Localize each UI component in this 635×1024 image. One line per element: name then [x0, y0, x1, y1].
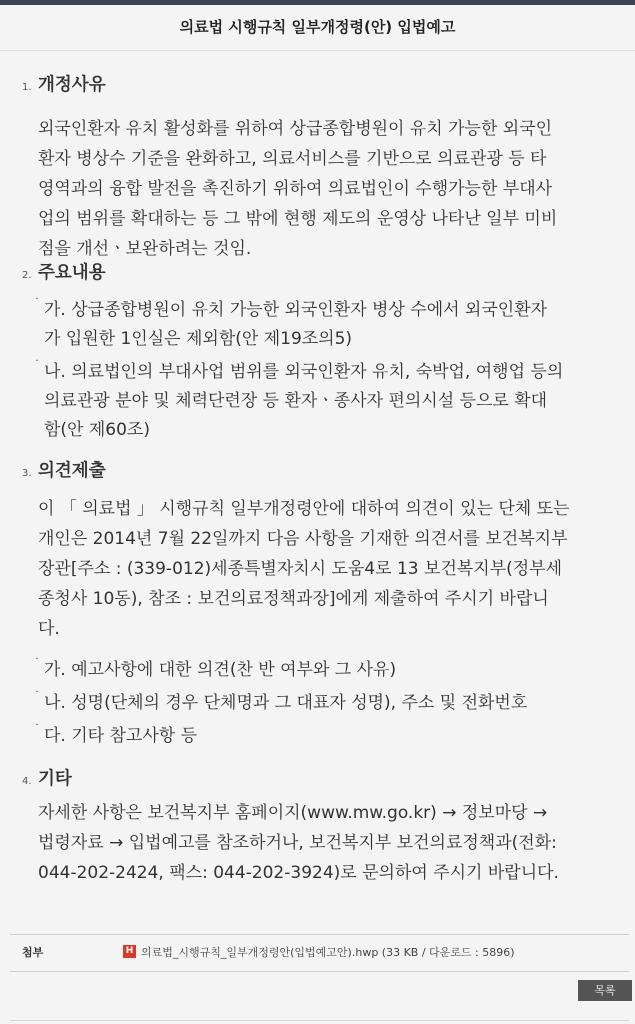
section-3 — [0, 456, 635, 764]
section-heading: 기타 — [38, 769, 72, 789]
list-item-line: 나. 의료법인의 부대사업 범위를 외국인환자 유치, 숙박업, 여행업 등의 — [44, 362, 564, 382]
section-number: 1. — [22, 82, 32, 93]
paragraph-line: 점을 개선ㆍ보완하려는 것임. — [38, 239, 252, 259]
bullet-mark: ˙ — [34, 689, 40, 703]
paragraph-line: 044-202-2424, 팩스: 044-202-3924)로 문의하여 주시기 바랍니다. — [38, 863, 559, 883]
bullet-mark: ˙ — [34, 296, 40, 310]
section-paragraph — [38, 798, 614, 888]
list-item-line: 가 입원한 1인실은 제외함(안 제19조의5) — [44, 329, 353, 349]
list-button[interactable]: 목록 — [578, 980, 632, 1001]
attachment-top-divider — [10, 934, 629, 935]
bullet-mark: ˙ — [34, 656, 40, 670]
paragraph-line: 업의 범위를 확대하는 등 그 밖에 현행 제도의 운영상 나타난 일부 미비 — [38, 209, 558, 229]
list-item-line: 가. 상급종합병원이 유치 가능한 외국인환자 병상 수에서 외국인환자 — [44, 300, 548, 320]
article-body — [0, 70, 635, 894]
section-number: 3. — [22, 468, 32, 479]
title-divider — [0, 50, 635, 51]
section-number: 4. — [22, 776, 32, 787]
paragraph-line: 이 「 의료법 」 시행규칙 일부개정령안에 대하여 의견이 있는 단체 또는 — [38, 499, 570, 519]
paragraph-line: 장관[주소 : (339-012)세종특별자치시 도움4로 13 보건복지부(정부세 — [38, 559, 563, 579]
section-number: 2. — [22, 270, 32, 281]
section-heading: 개정사유 — [38, 75, 106, 95]
paragraph-line: 영역과의 융합 발전을 촉진하기 위하여 의료법인이 수행가능한 부대사 — [38, 179, 553, 199]
section-2 — [0, 258, 635, 456]
paragraph-line: 개인은 2014년 7월 22일까지 다음 사항을 기재한 의견서를 보건복지부 — [38, 529, 568, 549]
list-item — [34, 296, 612, 354]
attachment-label: 첨부 — [22, 946, 44, 959]
bullet-mark: ˙ — [34, 358, 40, 372]
list-item-line: 가. 예고사항에 대한 의견(찬 반 여부와 그 사유) — [44, 660, 397, 680]
attachment-file-link[interactable]: 의료법_시행규칙_일부개정령안(입법예고안).hwp (33 KB / 다운로드 : 5896) — [141, 946, 515, 959]
paragraph-line: 다. — [38, 619, 60, 639]
list-item-line: 의료관광 분야 및 체력단련장 등 환자ㆍ종사자 편의시설 등으로 확대 — [44, 391, 548, 411]
section-heading: 주요내용 — [38, 263, 106, 283]
list-item — [34, 358, 612, 445]
paragraph-line: 환자 병상수 기준을 완화하고, 의료서비스를 기반으로 의료관광 등 타 — [38, 149, 547, 169]
list-item-line: 함(안 제60조) — [44, 420, 150, 440]
paragraph-line: 자세한 사항은 보건복지부 홈페이지(www.mw.go.kr) → 정보마당 → — [38, 803, 548, 823]
list-item-line: 다. 기타 참고사항 등 — [44, 726, 197, 746]
attachment-bottom-divider — [10, 971, 629, 972]
hwp-file-icon: H — [123, 945, 136, 958]
section-1 — [0, 70, 635, 258]
section-paragraph — [38, 494, 614, 644]
list-item-line: 나. 성명(단체의 경우 단체명과 그 대표자 성명), 주소 및 전화번호 — [44, 693, 528, 713]
paragraph-line: 법령자료 → 입법예고를 참조하거나, 보건복지부 보건의료정책과(전화: — [38, 833, 557, 853]
paragraph-line: 종청사 10동), 참조 : 보건의료정책과장]에게 제출하여 주시기 바랍니 — [38, 589, 549, 609]
section-4 — [0, 764, 635, 894]
list-item — [34, 722, 612, 751]
paragraph-line: 외국인환자 유치 활성화를 위하여 상급종합병원이 유치 가능한 외국인 — [38, 119, 553, 139]
section-paragraph — [38, 114, 614, 264]
bottom-divider — [10, 1020, 629, 1021]
section-heading: 의견제출 — [38, 461, 106, 481]
bullet-mark: ˙ — [34, 722, 40, 736]
page-title: 의료법 시행규칙 일부개정령(안) 입법예고 — [179, 18, 456, 36]
list-item — [34, 656, 612, 685]
list-item — [34, 689, 612, 718]
